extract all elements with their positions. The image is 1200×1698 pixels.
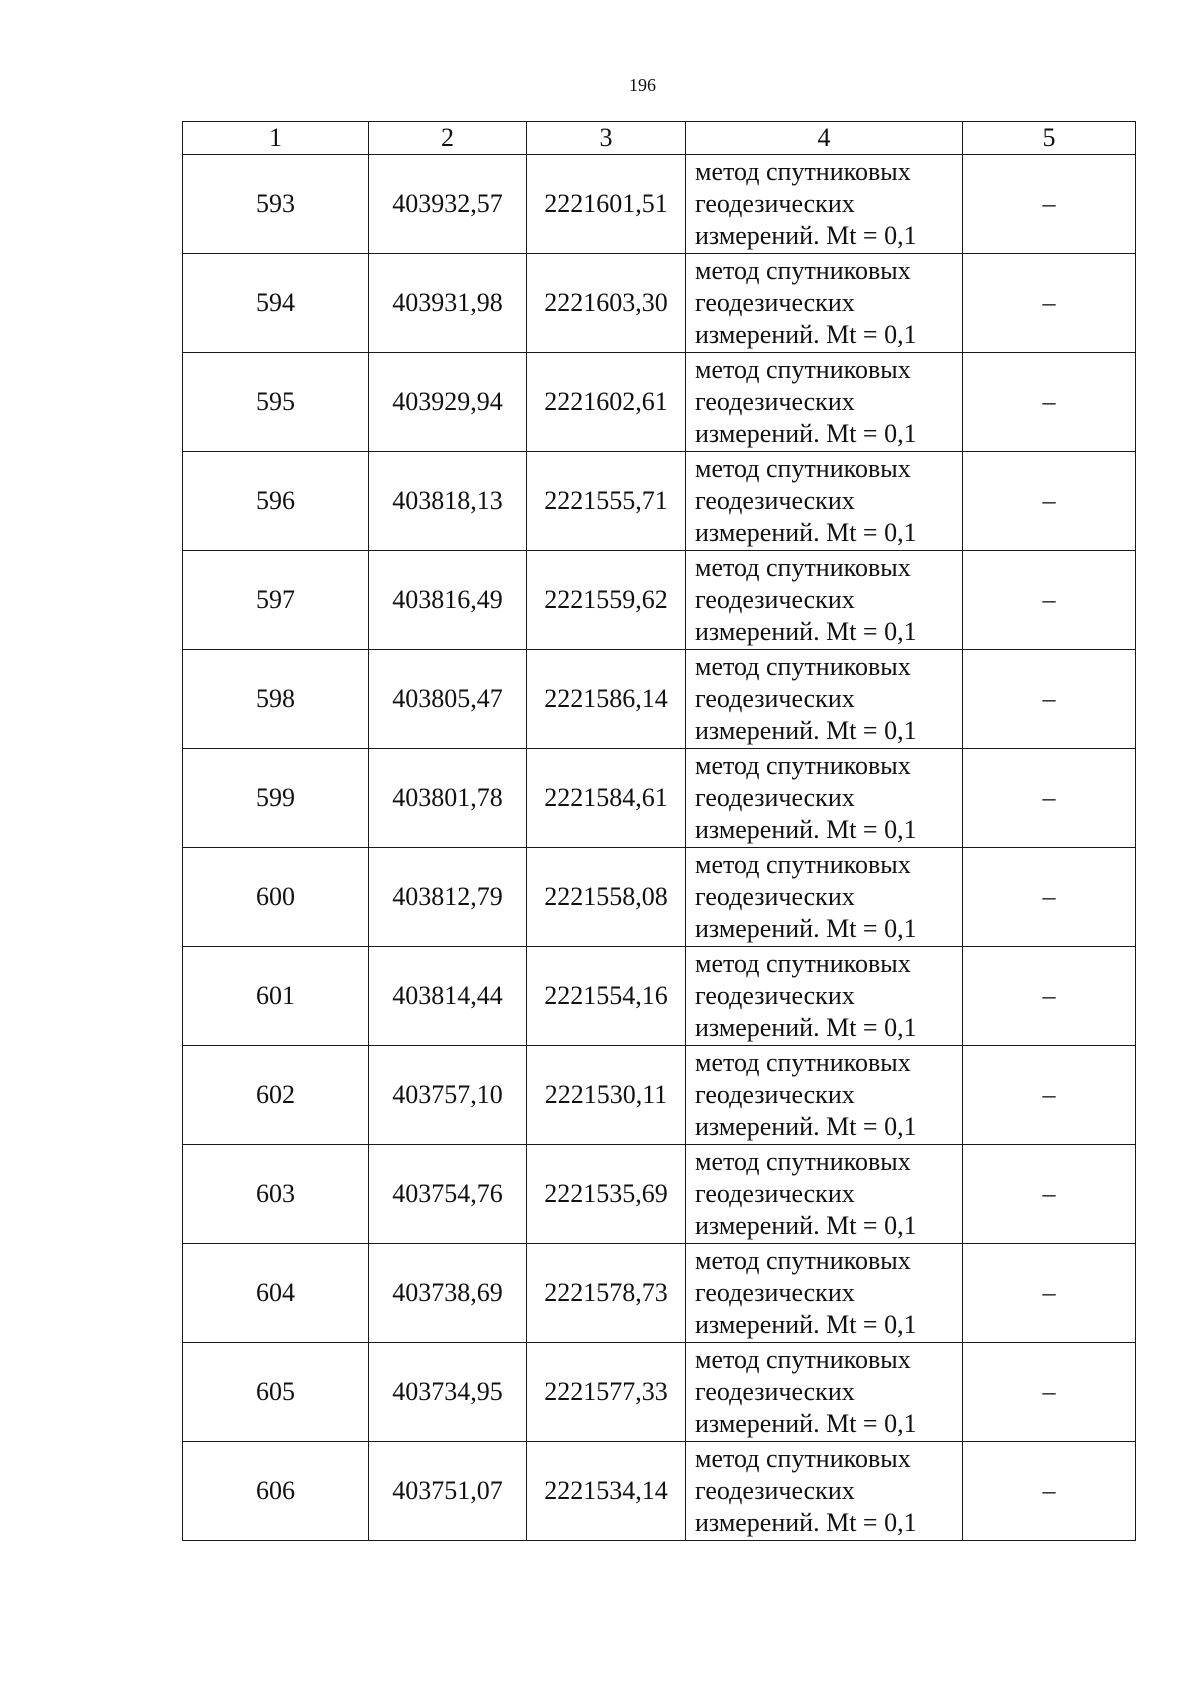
y-coordinate-cell: 2221584,61 (527, 749, 686, 848)
method-text-line3: измерений. Mt = 0,1 (695, 815, 917, 844)
method-text-line2: геодезических (695, 981, 855, 1010)
method-text-line3: измерений. Mt = 0,1 (695, 914, 917, 943)
point-number-cell: 594 (183, 254, 369, 353)
y-coordinate-cell: 2221555,71 (527, 452, 686, 551)
method-text-line3: измерений. Mt = 0,1 (695, 419, 917, 448)
x-coordinate-cell: 403814,44 (369, 947, 527, 1046)
header-col-3: 3 (527, 122, 686, 155)
x-coordinate-cell: 403757,10 (369, 1046, 527, 1145)
method-text-line3: измерений. Mt = 0,1 (695, 1112, 917, 1141)
method-cell (686, 947, 963, 1046)
empty-mark-cell: – (963, 947, 1136, 1046)
method-cell (686, 1046, 963, 1145)
method-text-line1: метод спутниковых (695, 652, 911, 681)
empty-mark-cell: – (963, 1145, 1136, 1244)
method-text-line2: геодезических (695, 684, 855, 713)
x-coordinate-cell: 403931,98 (369, 254, 527, 353)
x-coordinate-cell: 403812,79 (369, 848, 527, 947)
header-row (183, 122, 1136, 155)
y-coordinate-cell: 2221577,33 (527, 1343, 686, 1442)
empty-mark-cell: – (963, 254, 1136, 353)
header-col-5: 5 (963, 122, 1136, 155)
point-number-cell: 605 (183, 1343, 369, 1442)
method-text-line3: измерений. Mt = 0,1 (695, 617, 917, 646)
y-coordinate-cell: 2221578,73 (527, 1244, 686, 1343)
empty-mark-cell: – (963, 452, 1136, 551)
method-cell (686, 650, 963, 749)
point-number-cell: 599 (183, 749, 369, 848)
method-cell (686, 155, 963, 254)
header-col-1: 1 (183, 122, 369, 155)
table-row (183, 947, 1136, 1046)
method-text-line1: метод спутниковых (695, 1345, 911, 1374)
method-text-line1: метод спутниковых (695, 355, 911, 384)
method-text-line3: измерений. Mt = 0,1 (695, 1508, 917, 1537)
header-col-2: 2 (369, 122, 527, 155)
method-text-line2: геодезических (695, 882, 855, 911)
table-row (183, 452, 1136, 551)
x-coordinate-cell: 403751,07 (369, 1442, 527, 1541)
empty-mark-cell: – (963, 650, 1136, 749)
table-row (183, 650, 1136, 749)
x-coordinate-cell: 403805,47 (369, 650, 527, 749)
method-text-line1: метод спутниковых (695, 454, 911, 483)
method-text-line2: геодезических (695, 1377, 855, 1406)
method-text-line1: метод спутниковых (695, 1246, 911, 1275)
coordinates-table (182, 121, 1136, 1541)
method-text-line3: измерений. Mt = 0,1 (695, 716, 917, 745)
empty-mark-cell: – (963, 353, 1136, 452)
method-text-line1: метод спутниковых (695, 1444, 911, 1473)
method-cell (686, 1244, 963, 1343)
method-text-line1: метод спутниковых (695, 751, 911, 780)
method-text-line1: метод спутниковых (695, 1048, 911, 1077)
table-body (183, 155, 1136, 1541)
method-text-line1: метод спутниковых (695, 850, 911, 879)
point-number-cell: 596 (183, 452, 369, 551)
method-text-line1: метод спутниковых (695, 157, 911, 186)
x-coordinate-cell: 403738,69 (369, 1244, 527, 1343)
table-row (183, 1244, 1136, 1343)
method-text-line1: метод спутниковых (695, 256, 911, 285)
point-number-cell: 593 (183, 155, 369, 254)
method-cell (686, 353, 963, 452)
table-header (183, 122, 1136, 155)
table-row (183, 848, 1136, 947)
method-text-line3: измерений. Mt = 0,1 (695, 320, 917, 349)
method-text-line3: измерений. Mt = 0,1 (695, 518, 917, 547)
table-row (183, 1343, 1136, 1442)
method-text-line3: измерений. Mt = 0,1 (695, 1409, 917, 1438)
point-number-cell: 595 (183, 353, 369, 452)
table-row (183, 551, 1136, 650)
table-row (183, 1145, 1136, 1244)
empty-mark-cell: – (963, 1442, 1136, 1541)
x-coordinate-cell: 403818,13 (369, 452, 527, 551)
y-coordinate-cell: 2221535,69 (527, 1145, 686, 1244)
method-cell (686, 551, 963, 650)
method-cell (686, 452, 963, 551)
x-coordinate-cell: 403929,94 (369, 353, 527, 452)
empty-mark-cell: – (963, 848, 1136, 947)
y-coordinate-cell: 2221559,62 (527, 551, 686, 650)
method-text-line1: метод спутниковых (695, 949, 911, 978)
method-text-line2: геодезических (695, 1476, 855, 1505)
method-text-line3: измерений. Mt = 0,1 (695, 1013, 917, 1042)
empty-mark-cell: – (963, 551, 1136, 650)
table-row (183, 254, 1136, 353)
table-row (183, 1046, 1136, 1145)
point-number-cell: 597 (183, 551, 369, 650)
method-cell (686, 1442, 963, 1541)
point-number-cell: 604 (183, 1244, 369, 1343)
y-coordinate-cell: 2221602,61 (527, 353, 686, 452)
x-coordinate-cell: 403816,49 (369, 551, 527, 650)
method-text-line2: геодезических (695, 1080, 855, 1109)
empty-mark-cell: – (963, 1244, 1136, 1343)
y-coordinate-cell: 2221601,51 (527, 155, 686, 254)
method-text-line3: измерений. Mt = 0,1 (695, 1211, 917, 1240)
method-text-line2: геодезических (695, 1179, 855, 1208)
x-coordinate-cell: 403932,57 (369, 155, 527, 254)
y-coordinate-cell: 2221554,16 (527, 947, 686, 1046)
method-cell (686, 254, 963, 353)
point-number-cell: 603 (183, 1145, 369, 1244)
method-text-line3: измерений. Mt = 0,1 (695, 1310, 917, 1339)
method-text-line2: геодезических (695, 387, 855, 416)
method-text-line1: метод спутниковых (695, 553, 911, 582)
table-row (183, 353, 1136, 452)
empty-mark-cell: – (963, 1343, 1136, 1442)
y-coordinate-cell: 2221586,14 (527, 650, 686, 749)
method-text-line2: геодезических (695, 1278, 855, 1307)
point-number-cell: 600 (183, 848, 369, 947)
method-text-line2: геодезических (695, 783, 855, 812)
method-cell (686, 1145, 963, 1244)
x-coordinate-cell: 403734,95 (369, 1343, 527, 1442)
method-text-line2: геодезических (695, 189, 855, 218)
table-row (183, 1442, 1136, 1541)
x-coordinate-cell: 403754,76 (369, 1145, 527, 1244)
x-coordinate-cell: 403801,78 (369, 749, 527, 848)
y-coordinate-cell: 2221558,08 (527, 848, 686, 947)
method-text-line2: геодезических (695, 585, 855, 614)
empty-mark-cell: – (963, 1046, 1136, 1145)
y-coordinate-cell: 2221534,14 (527, 1442, 686, 1541)
method-text-line2: геодезических (695, 288, 855, 317)
header-col-4: 4 (686, 122, 963, 155)
method-cell (686, 749, 963, 848)
point-number-cell: 601 (183, 947, 369, 1046)
method-text-line3: измерений. Mt = 0,1 (695, 221, 917, 250)
method-text-line2: геодезических (695, 486, 855, 515)
empty-mark-cell: – (963, 155, 1136, 254)
page-number: 196 (629, 75, 656, 95)
point-number-cell: 598 (183, 650, 369, 749)
method-cell (686, 848, 963, 947)
table-row (183, 749, 1136, 848)
point-number-cell: 602 (183, 1046, 369, 1145)
method-text-line1: метод спутниковых (695, 1147, 911, 1176)
empty-mark-cell: – (963, 749, 1136, 848)
table-row (183, 155, 1136, 254)
point-number-cell: 606 (183, 1442, 369, 1541)
y-coordinate-cell: 2221530,11 (527, 1046, 686, 1145)
method-cell (686, 1343, 963, 1442)
y-coordinate-cell: 2221603,30 (527, 254, 686, 353)
